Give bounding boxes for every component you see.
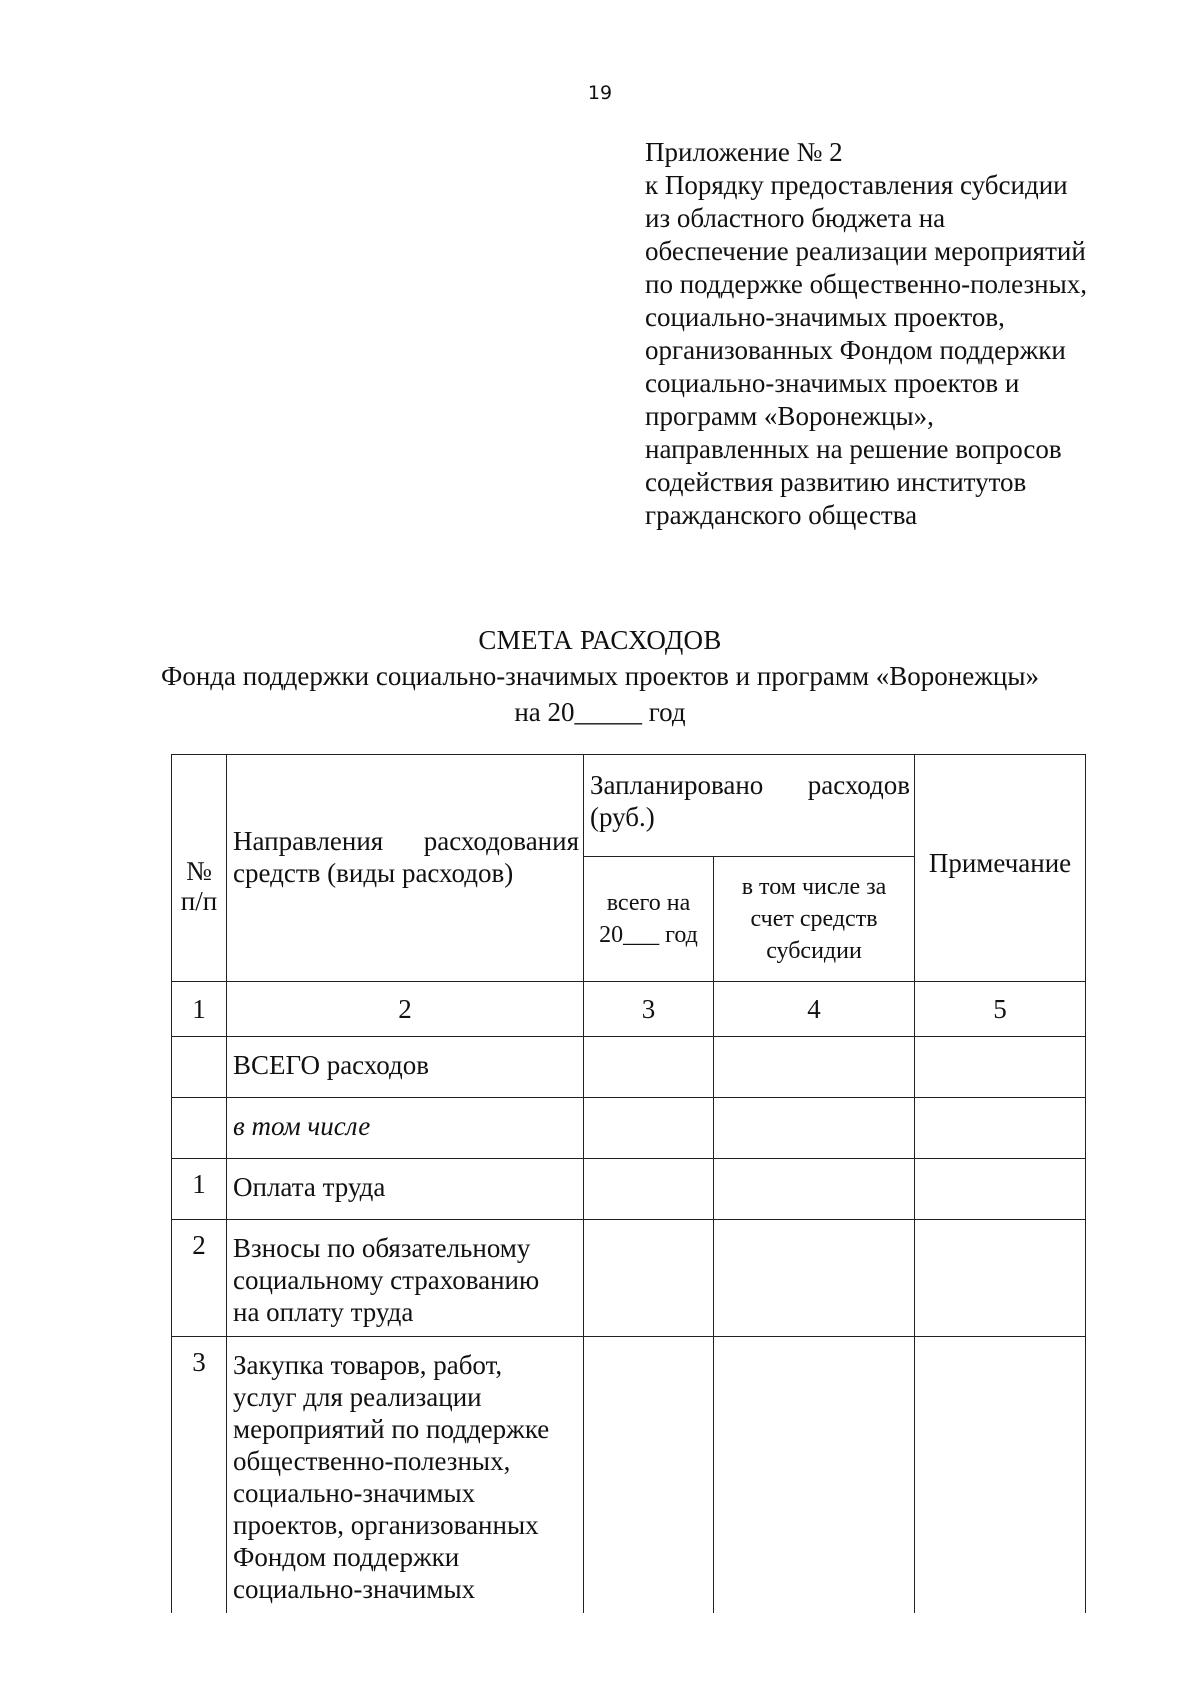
page-number: 19 [587, 82, 613, 104]
row-number-cell: 2 [172, 1220, 227, 1337]
column-number-row [172, 982, 1086, 1037]
table-row [172, 1098, 1086, 1159]
table-row [172, 1037, 1086, 1098]
row-direction-line: на оплату труда [233, 1297, 414, 1327]
row-direction-line: услуг для реализации [233, 1382, 482, 1412]
estimate-table-wrap [171, 754, 1086, 1613]
table-row [172, 1220, 1086, 1337]
row-direction-cell [227, 1220, 584, 1337]
document-heading [0, 622, 1200, 730]
header-total-cell [584, 856, 714, 981]
column-number-4: 4 [714, 982, 915, 1037]
row-direction-cell [227, 1098, 584, 1159]
row-number-cell [172, 1037, 227, 1098]
row-direction-line: социальному страхованию [233, 1265, 540, 1295]
row-direction-line: мероприятий по поддержке [233, 1414, 550, 1444]
appendix-line: содействия развитию институтов [645, 467, 1027, 497]
row-total-cell[interactable] [584, 1337, 714, 1614]
header-direction-line-1: Направления расходования [233, 826, 579, 856]
document-subtitle: Фонда поддержки социально-значимых проектов и программ «Воронежцы» [161, 661, 1039, 691]
table-row [172, 1337, 1086, 1614]
row-direction-cell [227, 1337, 584, 1614]
header-number-cell: № п/п [172, 755, 227, 982]
row-number-cell: 1 [172, 1159, 227, 1220]
row-direction-line: в том числе [233, 1111, 371, 1141]
row-subsidy-cell[interactable] [714, 1037, 915, 1098]
header-subsidy-line-1: в том числе за [741, 873, 887, 900]
estimate-table [171, 754, 1086, 1613]
row-total-cell[interactable] [584, 1220, 714, 1337]
header-direction-cell [227, 755, 584, 982]
row-direction-line: общественно-полезных, [233, 1446, 511, 1476]
document-year-line: на 20_____ год [514, 697, 686, 727]
row-direction-line: проектов, организованных [233, 1510, 539, 1540]
row-subsidy-cell[interactable] [714, 1220, 915, 1337]
appendix-line: обеспечение реализации мероприятий [645, 236, 1086, 266]
row-note-cell[interactable] [915, 1337, 1086, 1614]
row-note-cell[interactable] [915, 1220, 1086, 1337]
row-direction-line: социально-значимых [233, 1574, 476, 1604]
row-subsidy-cell[interactable] [714, 1337, 915, 1614]
appendix-line: из областного бюджета на [645, 203, 946, 233]
header-subsidy-line-3: субсидии [766, 937, 862, 964]
header-note-cell: Примечание [915, 755, 1086, 982]
row-direction-cell [227, 1037, 584, 1098]
appendix-line: социально-значимых проектов, [645, 302, 1005, 332]
row-direction-cell [227, 1159, 584, 1220]
header-subsidy-cell [714, 856, 915, 981]
row-direction-line: Закупка товаров, работ, [233, 1350, 503, 1380]
appendix-line: к Порядку предоставления субсидии [645, 170, 1068, 200]
row-number-cell: 3 [172, 1337, 227, 1614]
column-number-1: 1 [172, 982, 227, 1037]
row-total-cell[interactable] [584, 1098, 714, 1159]
appendix-line: направленных на решение вопросов [645, 434, 1062, 464]
appendix-line: организованных Фондом поддержки [645, 335, 1066, 365]
row-direction-line: Оплата труда [233, 1172, 386, 1202]
header-row-1 [172, 755, 1086, 857]
header-total-line-1: всего на [606, 889, 691, 916]
header-direction-line-2: средств (виды расходов) [233, 858, 514, 888]
appendix-block [645, 136, 1185, 532]
row-note-cell[interactable] [915, 1037, 1086, 1098]
row-direction-line: социально-значимых [233, 1478, 476, 1508]
row-direction-line: ВСЕГО расходов [233, 1050, 429, 1080]
row-number-cell [172, 1098, 227, 1159]
header-planned-cell [584, 755, 915, 857]
column-number-5: 5 [915, 982, 1086, 1037]
appendix-line: по поддержке общественно-полезных, [645, 269, 1087, 299]
row-direction-line: Взносы по обязательному [233, 1233, 531, 1263]
row-note-cell[interactable] [915, 1098, 1086, 1159]
row-direction-line: Фондом поддержки [233, 1542, 460, 1572]
table-row [172, 1159, 1086, 1220]
row-subsidy-cell[interactable] [714, 1159, 915, 1220]
appendix-line: гражданского общества [645, 500, 918, 530]
column-number-3: 3 [584, 982, 714, 1037]
row-note-cell[interactable] [915, 1159, 1086, 1220]
row-total-cell[interactable] [584, 1037, 714, 1098]
header-subsidy-line-2: счет средств [750, 905, 878, 932]
column-number-2: 2 [227, 982, 584, 1037]
row-total-cell[interactable] [584, 1159, 714, 1220]
header-planned-line-2: (руб.) [590, 802, 655, 832]
appendix-line: Приложение № 2 [645, 137, 843, 167]
appendix-line: социально-значимых проектов и [645, 368, 1020, 398]
document-title: СМЕТА РАСХОДОВ [478, 625, 722, 655]
header-planned-line-1: Запланировано расходов [590, 770, 910, 800]
header-total-line-2: 20___ год [599, 921, 698, 948]
appendix-line: программ «Воронежцы», [645, 401, 934, 431]
row-subsidy-cell[interactable] [714, 1098, 915, 1159]
